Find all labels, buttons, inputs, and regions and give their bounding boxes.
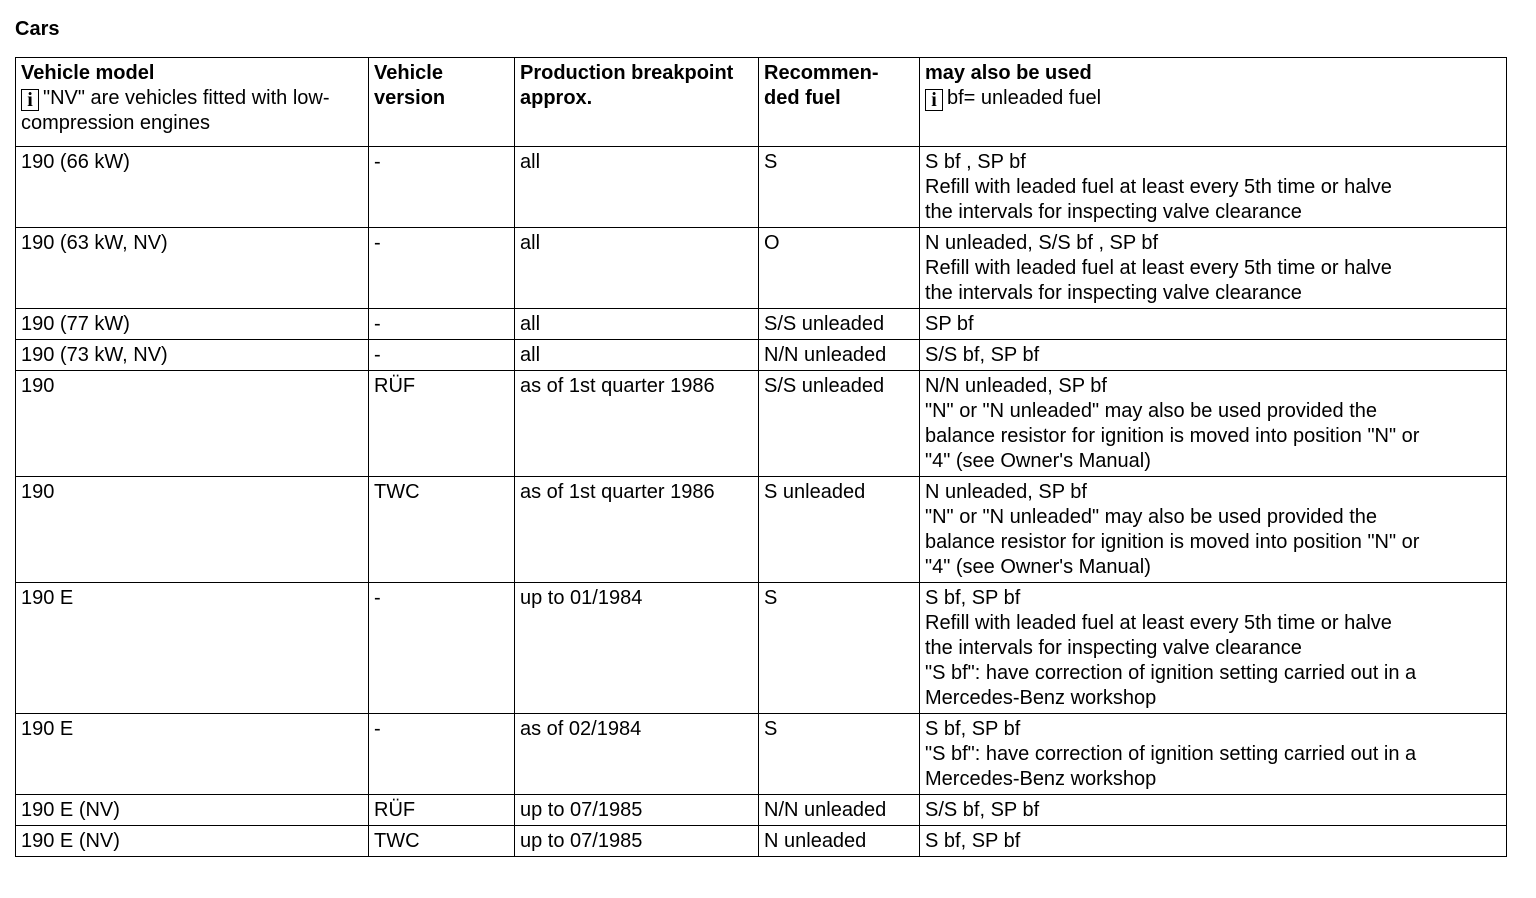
cell-may-also-be-used (920, 826, 1507, 857)
alt-fuel-line: "S bf": have correction of ignition setting carried out in a (925, 743, 1417, 765)
cell-production-breakpoint: as of 1st quarter 1986 (515, 371, 759, 477)
fuel-recommendation-table (15, 57, 1507, 857)
cell-recommended-fuel: O (759, 228, 920, 309)
alt-fuel-line: S bf, SP bf (925, 718, 1021, 740)
cell-may-also-be-used (920, 371, 1507, 477)
alt-fuel-line: Mercedes-Benz workshop (925, 768, 1157, 790)
table-row (16, 583, 1507, 714)
alt-fuel-line: Refill with leaded fuel at least every 5th time or halve (925, 257, 1392, 279)
cell-vehicle-version: - (369, 228, 515, 309)
table-row (16, 826, 1507, 857)
alt-fuel-line: S/S bf, SP bf (925, 799, 1040, 821)
cell-vehicle-model: 190 E (16, 583, 369, 714)
cell-recommended-fuel: N/N unleaded (759, 795, 920, 826)
cell-recommended-fuel: S (759, 714, 920, 795)
header-vehicle-model-note (21, 87, 330, 134)
table-row (16, 340, 1507, 371)
table-row (16, 228, 1507, 309)
alt-fuel-line: the intervals for inspecting valve clearance (925, 637, 1302, 659)
table-row (16, 147, 1507, 228)
cell-may-also-be-used (920, 795, 1507, 826)
alt-fuel-line: S bf , SP bf (925, 151, 1026, 173)
table-row (16, 477, 1507, 583)
table-row (16, 795, 1507, 826)
cell-production-breakpoint: all (515, 309, 759, 340)
cell-recommended-fuel: S/S unleaded (759, 371, 920, 477)
info-icon: i (925, 89, 943, 111)
cell-production-breakpoint: up to 07/1985 (515, 795, 759, 826)
header-production-breakpoint: Production breakpoint approx. (515, 58, 759, 147)
cell-may-also-be-used (920, 583, 1507, 714)
cell-may-also-be-used (920, 477, 1507, 583)
cell-vehicle-model: 190 E (NV) (16, 826, 369, 857)
cell-production-breakpoint: all (515, 228, 759, 309)
table-row (16, 714, 1507, 795)
model-note-text: "NV" are vehicles fitted with low-compression engines (21, 87, 330, 134)
cell-vehicle-model: 190 (77 kW) (16, 309, 369, 340)
alt-fuel-line: N unleaded, SP bf (925, 481, 1087, 503)
cell-vehicle-model: 190 (66 kW) (16, 147, 369, 228)
alt-fuel-line: Refill with leaded fuel at least every 5th time or halve (925, 612, 1392, 634)
cell-production-breakpoint: up to 07/1985 (515, 826, 759, 857)
alt-fuel-line: the intervals for inspecting valve clearance (925, 201, 1302, 223)
cell-may-also-be-used (920, 147, 1507, 228)
alt-fuel-line: N unleaded, S/S bf , SP bf (925, 232, 1159, 254)
cell-vehicle-version: - (369, 309, 515, 340)
cell-recommended-fuel: S (759, 583, 920, 714)
table-row (16, 371, 1507, 477)
alt-fuel-line: S bf, SP bf (925, 587, 1021, 609)
cell-vehicle-model: 190 (16, 371, 369, 477)
alt-fuel-line: balance resistor for ignition is moved into position "N" or (925, 531, 1420, 553)
cell-recommended-fuel: S unleaded (759, 477, 920, 583)
cell-vehicle-version: - (369, 147, 515, 228)
alt-fuel-line: "N" or "N unleaded" may also be used provided the (925, 506, 1377, 528)
cell-production-breakpoint: as of 1st quarter 1986 (515, 477, 759, 583)
header-vehicle-version: Vehicle version (369, 58, 515, 147)
cell-production-breakpoint: up to 01/1984 (515, 583, 759, 714)
alt-fuel-line: Mercedes-Benz workshop (925, 687, 1157, 709)
cell-vehicle-model: 190 E (16, 714, 369, 795)
cell-vehicle-model: 190 (73 kW, NV) (16, 340, 369, 371)
info-icon: i (21, 89, 39, 111)
cell-recommended-fuel: S (759, 147, 920, 228)
table-body (16, 147, 1507, 857)
table-header-row (16, 58, 1507, 147)
header-vehicle-model-label: Vehicle model (21, 62, 155, 84)
table-row (16, 309, 1507, 340)
cell-vehicle-version: - (369, 583, 515, 714)
cell-vehicle-version: - (369, 714, 515, 795)
header-recommended-fuel: Recommen- ded fuel (759, 58, 920, 147)
alt-fuel-line: S bf, SP bf (925, 830, 1021, 852)
cell-production-breakpoint: all (515, 147, 759, 228)
header-alt-note (925, 87, 1101, 109)
cell-recommended-fuel: N/N unleaded (759, 340, 920, 371)
alt-fuel-line: "4" (see Owner's Manual) (925, 450, 1151, 472)
alt-fuel-line: "4" (see Owner's Manual) (925, 556, 1151, 578)
cell-production-breakpoint: all (515, 340, 759, 371)
page-title: Cars (15, 18, 60, 40)
cell-may-also-be-used (920, 309, 1507, 340)
alt-fuel-line: "N" or "N unleaded" may also be used provided the (925, 400, 1377, 422)
cell-vehicle-version: RÜF (369, 371, 515, 477)
alt-fuel-line: balance resistor for ignition is moved into position "N" or (925, 425, 1420, 447)
cell-recommended-fuel: S/S unleaded (759, 309, 920, 340)
alt-fuel-line: SP bf (925, 313, 974, 335)
alt-fuel-line: "S bf": have correction of ignition setting carried out in a (925, 662, 1417, 684)
cell-vehicle-version: TWC (369, 826, 515, 857)
header-vehicle-model (16, 58, 369, 147)
header-may-also-be-used (920, 58, 1507, 147)
alt-fuel-line: N/N unleaded, SP bf (925, 375, 1107, 397)
alt-note-text: bf= unleaded fuel (947, 87, 1102, 109)
alt-fuel-line: S/S bf, SP bf (925, 344, 1040, 366)
cell-vehicle-model: 190 (16, 477, 369, 583)
cell-vehicle-version: - (369, 340, 515, 371)
alt-fuel-line: Refill with leaded fuel at least every 5th time or halve (925, 176, 1392, 198)
alt-fuel-line: the intervals for inspecting valve clearance (925, 282, 1302, 304)
header-may-also-be-used-label: may also be used (925, 62, 1092, 84)
cell-may-also-be-used (920, 228, 1507, 309)
cell-may-also-be-used (920, 714, 1507, 795)
cell-vehicle-version: RÜF (369, 795, 515, 826)
cell-vehicle-model: 190 (63 kW, NV) (16, 228, 369, 309)
cell-vehicle-version: TWC (369, 477, 515, 583)
cell-vehicle-model: 190 E (NV) (16, 795, 369, 826)
cell-recommended-fuel: N unleaded (759, 826, 920, 857)
cell-production-breakpoint: as of 02/1984 (515, 714, 759, 795)
cell-may-also-be-used (920, 340, 1507, 371)
